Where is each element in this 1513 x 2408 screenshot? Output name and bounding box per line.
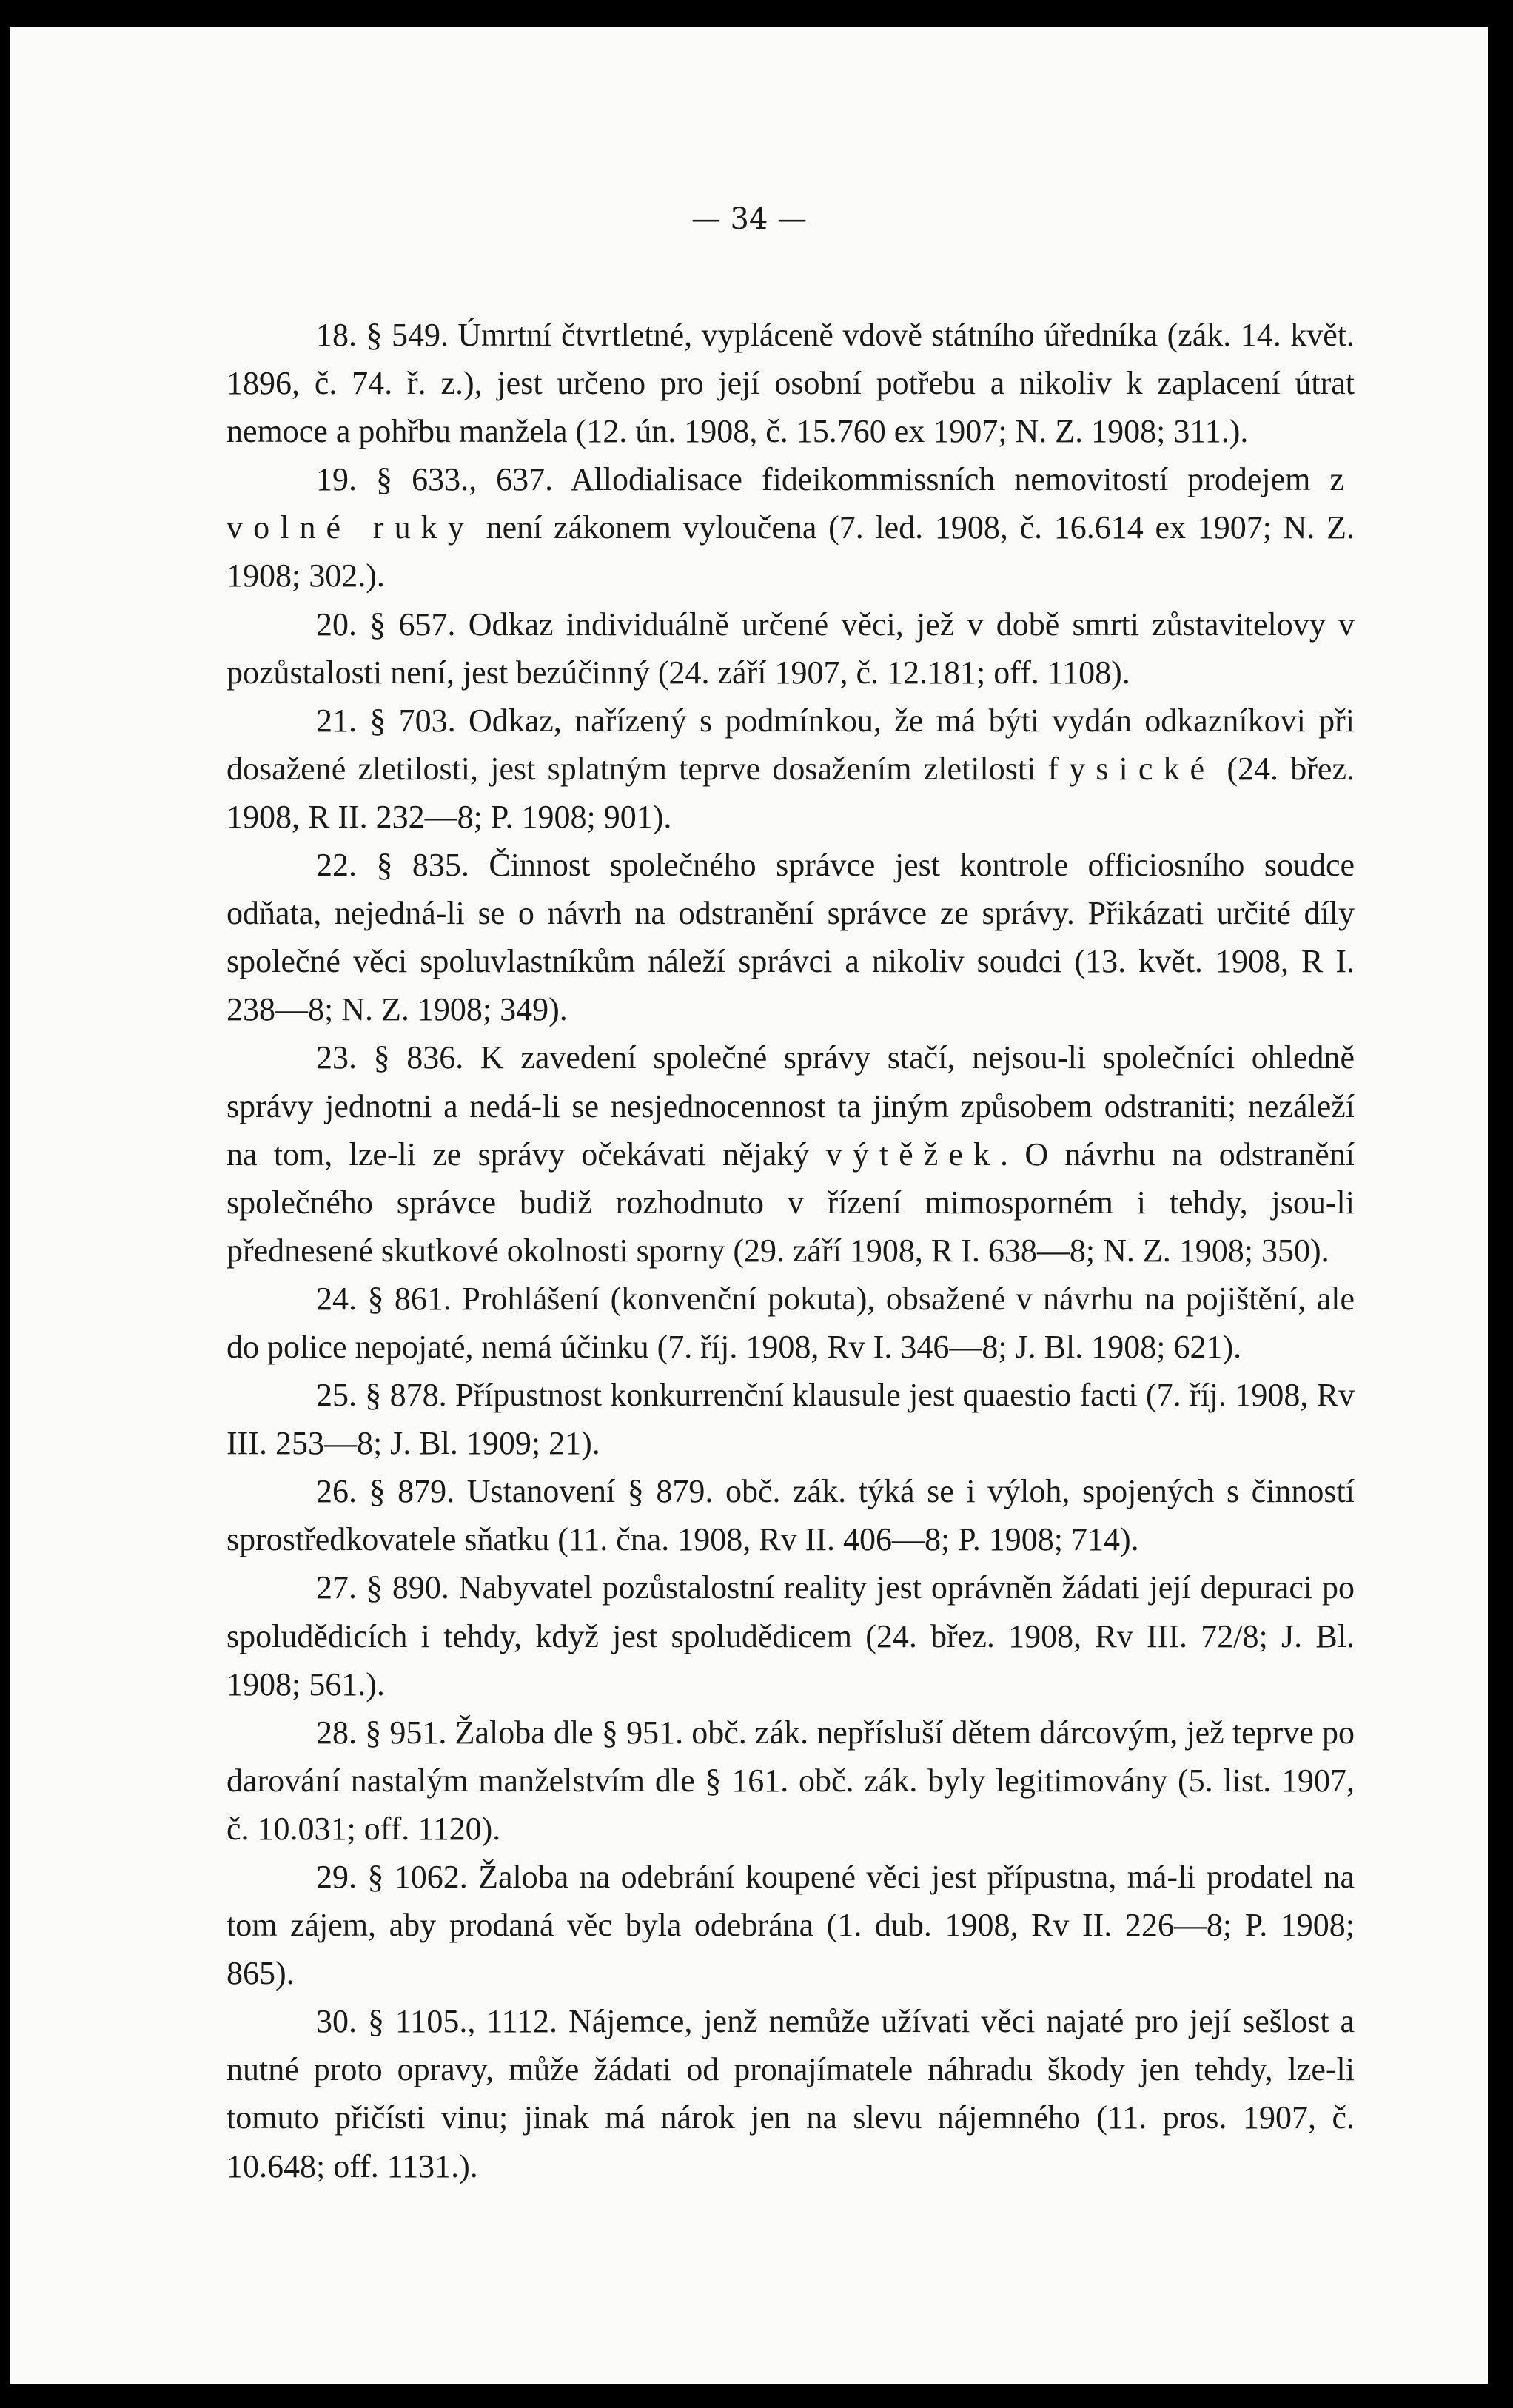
entry-30: 30. § 1105., 1112. Nájemce, jenž nemůže užívati věci najaté pro její sešlost a nutné proto opravy, může žádati od pronajímatele náhradu škody jen tehdy, lze-li tomuto přičísti vinu; jinak má nárok jen na slevu nájemného (11. pros. 1907, č. 10.648; off. 1131.). (227, 2003, 1355, 2184)
entry-19-text-start: 19. § 633., 637. Allodialisace fideikommissních nemovitostí prodejem (316, 461, 1330, 498)
decisions-list (227, 311, 1355, 2190)
entry-29: 29. § 1062. Žaloba na odebrání koupené věci jest přípustna, má-li prodatel na tom zájem, aby prodaná věc byla odebrána (1. dub. 1908, Rv II. 226—8; P. 1908; 865). (227, 1859, 1355, 1992)
document-page (10, 27, 1488, 2384)
entry-21 (227, 697, 1355, 841)
entry-25: 25. § 878. Přípustnost konkurrenční klausule jest quaestio facti (7. říj. 1908, Rv III. 253—8; J. Bl. 1909; 21). (227, 1377, 1355, 1462)
page-number: — 34 — (691, 202, 808, 236)
entry-27: 27. § 890. Nabyvatel pozůstalostní reality jest oprávněn žádati její depuraci po spoludědicích i tehdy, když jest spoludědicem (24. břez. 1908, Rv III. 72/8; J. Bl. 1908; 561.). (227, 1569, 1355, 1703)
entry-23-spaced-term: výtěžek (825, 1136, 1001, 1173)
entry-21-spaced-term: fysické (1047, 750, 1215, 787)
entry-21-text-end: (24. břez. 1908, R II. 232—8; P. 1908; 901). (227, 750, 1355, 835)
entry-19 (227, 455, 1355, 600)
entry-18: 18. § 549. Úmrtní čtvrtletné, vypláceně vdově státního úředníka (zák. 14. květ. 1896, č. 74. ř. z.), jest určeno pro její osobní potřebu a nikoliv k zaplacení útrat nemoce a pohřbu manžela (12. ún. 1908, č. 15.760 ex 1907; N. Z. 1908; 311.). (227, 317, 1355, 450)
entry-19-text-end: není zákonem vyloučena (7. led. 1908, č. 16.614 ex 1907; N. Z. 1908; 302.). (227, 509, 1355, 594)
entry-23 (227, 1033, 1355, 1274)
entry-28: 28. § 951. Žaloba dle § 951. obč. zák. nepřísluší dětem dárcovým, jež teprve po darování nastalým manželstvím dle § 161. obč. zák. byly legitimovány (5. list. 1907, č. 10.031; off. 1120). (227, 1714, 1355, 1847)
entry-20: 20. § 657. Odkaz individuálně určené věci, jež v době smrti zůstavitelovy v pozůstalosti není, jest bezúčinný (24. září 1907, č. 12.181; off. 1108). (227, 606, 1355, 691)
entry-26: 26. § 879. Ustanovení § 879. obč. zák. týká se i výloh, spojených s činností sprostředkovatele sňatku (11. čna. 1908, Rv II. 406—8; P. 1908; 714). (227, 1473, 1355, 1558)
entry-23-text-start: 23. § 836. K zavedení společné správy stačí, nejsou-li společníci ohledně správy jednotni a nedá-li se nesjednocennost ta jiným způsobem odstraniti; nezáleží na tom, lze-li ze správy očekávati nějaký (227, 1039, 1355, 1173)
entry-23-text-end: . O návrhu na odstranění společného správce budiž rozhodnuto v řízení mimosporném i tehdy, jsou-li přednesené skutkové okolnosti sporny (29. září 1908, R I. 638—8; N. Z. 1908; 350). (227, 1136, 1355, 1269)
entry-21-text-start: 21. § 703. Odkaz, nařízený s podmínkou, že má býti vydán odkazníkovi při dosažené zletilosti, jest splatným teprve dosažením zletilosti (227, 702, 1355, 787)
entry-24: 24. § 861. Prohlášení (konvenční pokuta), obsažené v návrhu na pojištění, ale do police nepojaté, nemá účinku (7. říj. 1908, Rv I. 346—8; J. Bl. 1908; 621). (227, 1280, 1355, 1365)
entry-22: 22. § 835. Činnost společného správce jest kontrole officiosního soudce odňata, nejedná-li se o návrh na odstranění správce ze správy. Přikázati určité díly společné věci spoluvlastníkům náleží správci a nikoliv soudci (13. květ. 1908, R I. 238—8; N. Z. 1908; 349). (227, 847, 1355, 1028)
entry-19-spaced-term: z volné ruky (227, 461, 1355, 546)
